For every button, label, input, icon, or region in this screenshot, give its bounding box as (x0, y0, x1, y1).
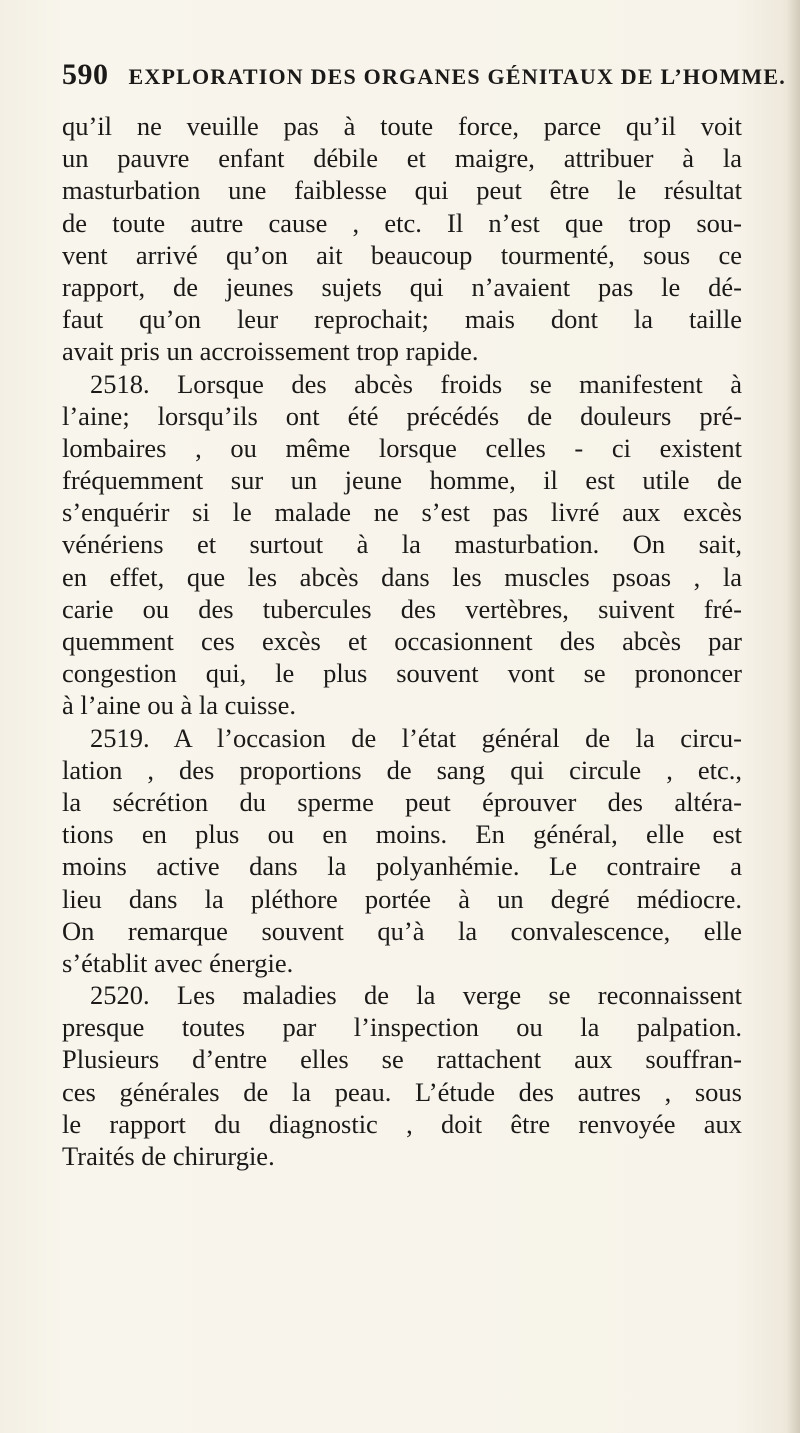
text-line: lieu dans la pléthore portée à un degré médiocre. (62, 883, 742, 914)
paragraph-2518-start: 2518. Lorsque des abcès froids se manifestent à (90, 368, 742, 399)
text-line: vent arrivé qu’on ait beaucoup tourmenté, sous ce (62, 239, 742, 270)
text-line: Traités de chirurgie. (62, 1141, 275, 1171)
page-edge-shadow (786, 0, 800, 1433)
body-text (62, 110, 742, 1172)
text-line: un pauvre enfant débile et maigre, attribuer à la (62, 143, 742, 174)
paragraph-2520-start: 2520. Les maladies de la verge se reconnaissent (90, 980, 742, 1011)
text-line: carie ou des tubercules des vertèbres, suivent fré- (62, 593, 742, 624)
text-line: qu’il ne veuille pas à toute force, parce qu’il voit (62, 111, 742, 141)
text-line: lation , des proportions de sang qui circule , etc., (62, 754, 742, 785)
text-line: de toute autre cause , etc. Il n’est que trop sou- (62, 207, 742, 238)
text-line: moins active dans la polyanhémie. Le contraire a (62, 851, 742, 882)
text-line: congestion qui, le plus souvent vont se prononcer (62, 658, 742, 689)
text-line: s’enquérir si le malade ne s’est pas livré aux excès (62, 497, 742, 528)
text-line: tions en plus ou en moins. En général, elle est (62, 819, 742, 850)
text-line: vénériens et surtout à la masturbation. On sait, (62, 529, 742, 560)
text-line: quemment ces excès et occasionnent des abcès par (62, 626, 742, 656)
text-line: en effet, que les abcès dans les muscles psoas , la (62, 561, 742, 592)
text-line: s’établit avec énergie. (62, 947, 294, 978)
text-line: Plusieurs d’entre elles se rattachent aux souffran- (62, 1044, 742, 1075)
text-line: On remarque souvent qu’à la convalescence, elle (62, 915, 742, 946)
text-line: masturbation une faiblesse qui peut être le résultat (62, 175, 742, 206)
paragraph-2519-start: 2519. A l’occasion de l’état général de la circu- (90, 722, 742, 753)
text-line: à l’aine ou à la cuisse. (62, 690, 296, 721)
text-line: avait pris un accroissement trop rapide. (62, 336, 479, 367)
text-line: le rapport du diagnostic , doit être renvoyée aux (62, 1108, 742, 1139)
running-title: EXPLORATION DES ORGANES GÉNITAUX DE L’HOMME. (128, 64, 786, 89)
text-line: la sécrétion du sperme peut éprouver des altéra- (62, 786, 742, 817)
text-line: presque toutes par l’inspection ou la palpation. (62, 1012, 742, 1043)
text-line: faut qu’on leur reprochait; mais dont la taille (62, 304, 742, 335)
text-line: l’aine; lorsqu’ils ont été précédés de douleurs pré- (62, 400, 742, 431)
text-line: ces générales de la peau. L’étude des autres , sous (62, 1076, 742, 1107)
text-line: lombaires , ou même lorsque celles - ci existent (62, 432, 742, 463)
page-number: 590 (62, 58, 109, 91)
running-head (62, 58, 786, 94)
text-line: rapport, de jeunes sujets qui n’avaient pas le dé- (62, 271, 742, 302)
text-line: fréquemment sur un jeune homme, il est utile de (62, 465, 742, 496)
